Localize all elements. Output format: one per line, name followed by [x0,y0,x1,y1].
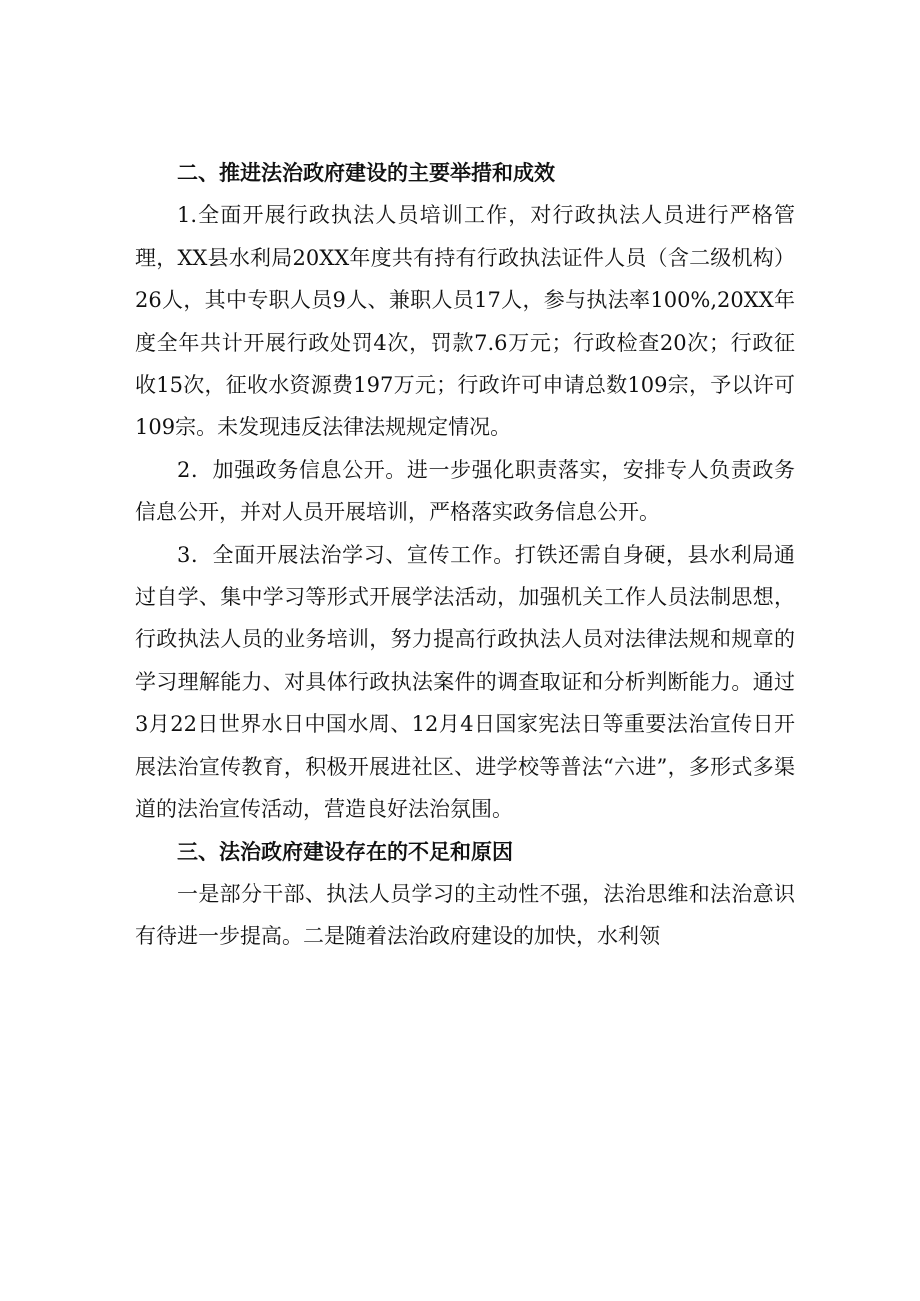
paragraph-legal-study-publicity: 3．全面开展法治学习、宣传工作。打铁还需自身硬，县水利局通过自学、集中学习等形式开展学法活动，加强机关工作人员法制思想，行政执法人员的业务培训，努力提高行政执法人员对法律法规和规章的学习理解能力、对具体行政执法案件的调查取证和分析判断能力。通过3月22日世界水日中国水周、12月4日国家宪法日等重要法治宣传日开展法治宣传教育，积极开展进社区、进学校等普法“六进”，多形式多渠道的法治宣传活动，营造良好法治氛围。 [135,542,795,822]
paragraph-shortcomings: 一是部分干部、执法人员学习的主动性不强，法治思维和法治意识有待进一步提高。二是随着法治政府建设的加快，水利领 [135,881,795,949]
section-heading-shortcomings: 三、法治政府建设存在的不足和原因 [177,839,513,864]
document-body [135,152,795,958]
paragraph-law-enforcement-training: 1.全面开展行政执法人员培训工作，对行政执法人员进行严格管理，XX县水利局20XX年度共有持有行政执法证件人员（含二级机构）26人，其中专职人员9人、兼职人员17人，参与执法率100%,20XX年度全年共计开展行政处罚4次，罚款7.6万元；行政检查20次；行政征收15次，征收水资源费197万元；行政许可申请总数109宗，予以许可109宗。未发现违反法律法规规定情况。 [135,203,795,440]
paragraph-information-disclosure: 2．加强政务信息公开。进一步强化职责落实，安排专人负责政务信息公开，并对人员开展培训，严格落实政务信息公开。 [135,457,795,525]
section-heading-measures: 二、推进法治政府建设的主要举措和成效 [177,161,555,185]
